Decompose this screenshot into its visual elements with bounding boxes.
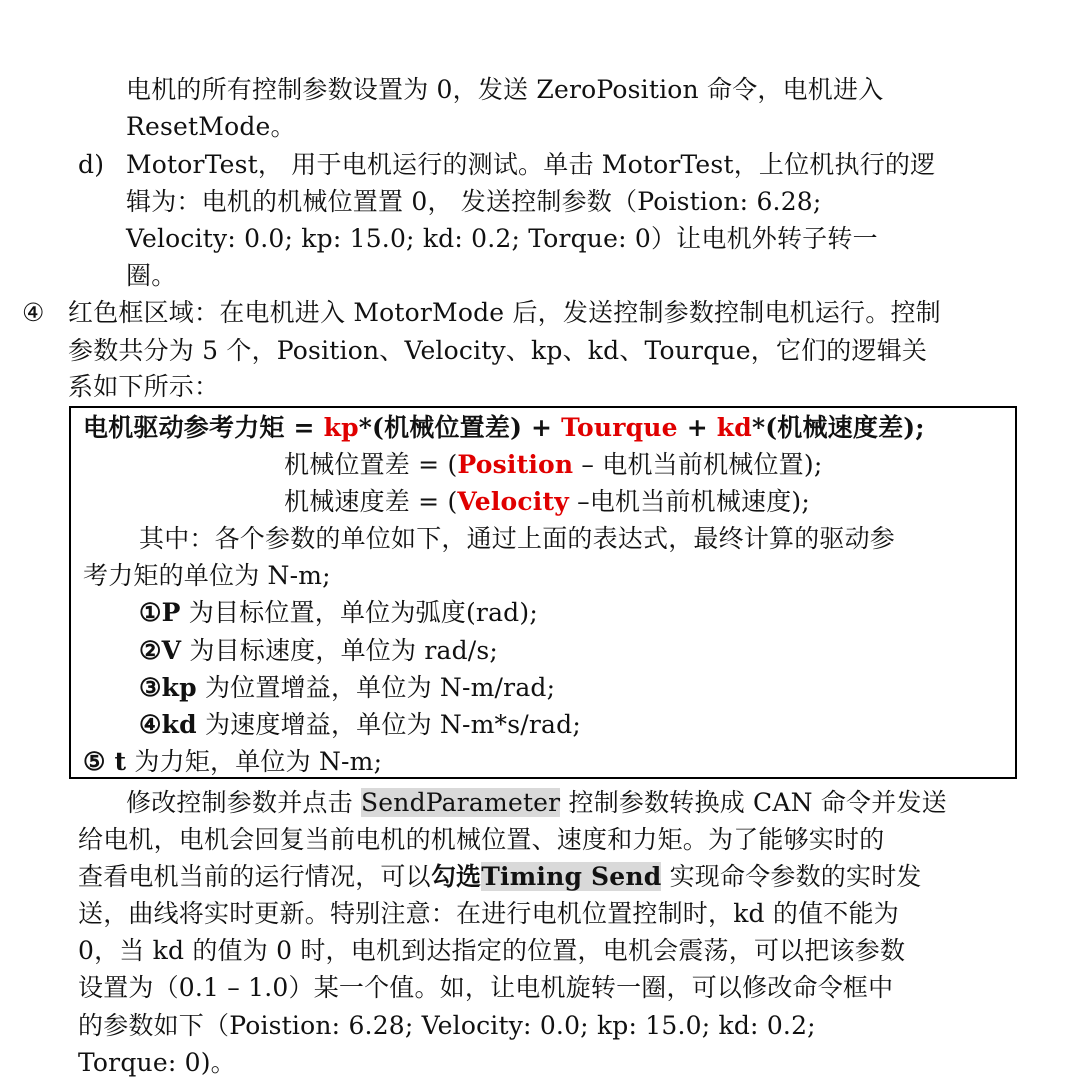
param-kd: kd (716, 413, 752, 442)
formula-text: + (677, 413, 717, 442)
unit-symbol: ①P (139, 598, 181, 627)
unit-symbol: ⑤ t (83, 747, 127, 776)
text-line: Torque: 0)。 (78, 1048, 236, 1077)
formula-text: *(机械位置差) + (358, 413, 562, 442)
text-segment: 实现命令参数的实时发 (661, 862, 922, 891)
text-segment: 控制参数转换成 CAN 命令并发送 (560, 788, 947, 817)
text-line: 给电机，电机会回复当前电机的机械位置、速度和力矩。为了能够实时的 (78, 825, 885, 854)
text-line: Velocity: 0.0; kp: 15.0; kd: 0.2; Torque: 0）让电机外转子转一 (126, 224, 878, 253)
text-line: 的参数如下（Poistion: 6.28; Velocity: 0.0; kp: 15.0; kd: 0.2; (78, 1011, 816, 1040)
unit-symbol: ③kp (139, 673, 197, 702)
formula-line (83, 409, 925, 446)
text-line: 系如下所示： (68, 372, 220, 401)
text-line: MotorTest， 用于电机运行的测试。单击 MotorTest，上位机执行的逻 (126, 150, 936, 179)
list-marker-d: d) (78, 150, 105, 179)
text-line: 0，当 kd 的值为 0 时，电机到达指定的位置，电机会震荡，可以把该参数 (78, 936, 906, 965)
text-line: 考力矩的单位为 N-m; (83, 561, 331, 590)
text-line: 其中：各个参数的单位如下，通过上面的表达式，最终计算的驱动参 (139, 524, 896, 553)
param-torque: Tourque (561, 413, 678, 442)
unit-item (139, 669, 555, 706)
formula-text: – 电机当前机械位置); (573, 450, 823, 479)
send-parameter-button-ref: SendParameter (360, 788, 561, 817)
unit-symbol: ④kd (139, 710, 197, 739)
circled-number-marker: ④ (22, 298, 45, 327)
formula-line (284, 446, 822, 483)
param-kp: kp (323, 413, 359, 442)
text-line: 红色框区域：在电机进入 MotorMode 后，发送控制参数控制电机运行。控制 (68, 298, 941, 327)
formula-text: 电机驱动参考力矩 = (83, 413, 324, 442)
unit-item (83, 743, 382, 780)
unit-item (139, 594, 538, 631)
text-line (78, 858, 922, 895)
unit-text: 为位置增益，单位为 N-m/rad; (196, 673, 556, 702)
unit-item (139, 632, 498, 669)
formula-text: *(机械速度差); (751, 413, 925, 442)
formula-text: 机械速度差 = ( (284, 487, 458, 516)
unit-text: 为目标位置，单位为弧度(rad); (180, 598, 538, 627)
text-line: 辑为：电机的机械位置置 0， 发送控制参数（Poistion: 6.28; (126, 187, 822, 216)
unit-text: 为速度增益，单位为 N-m*s/rad; (196, 710, 581, 739)
text-line: 送，曲线将实时更新。特别注意：在进行电机位置控制时，kd 的值不能为 (78, 899, 899, 928)
unit-text: 为力矩，单位为 N-m; (126, 747, 383, 776)
unit-symbol: ②V (139, 636, 182, 665)
text-segment: 查看电机当前的运行情况，可以 (78, 862, 431, 891)
emphasis-text: 勾选 (430, 862, 482, 891)
text-line: 设置为（0.1 – 1.0）某一个值。如，让电机旋转一圈，可以修改命令框中 (78, 973, 894, 1002)
text-line: ResetMode。 (126, 112, 296, 141)
param-velocity: Velocity (457, 487, 569, 516)
text-line (126, 784, 947, 821)
unit-item (139, 706, 581, 743)
formula-line (284, 483, 810, 520)
formula-text: –电机当前机械速度); (568, 487, 811, 516)
text-line: 圈。 (126, 261, 177, 290)
formula-text: 机械位置差 = ( (284, 450, 458, 479)
param-position: Position (457, 450, 574, 479)
timing-send-checkbox-ref: Timing Send (481, 862, 662, 891)
text-segment: 修改控制参数并点击 (126, 788, 361, 817)
unit-text: 为目标速度，单位为 rad/s; (181, 636, 499, 665)
text-line: 参数共分为 5 个，Position、Velocity、kp、kd、Tourque，它们的逻辑关 (68, 336, 928, 365)
text-line: 电机的所有控制参数设置为 0，发送 ZeroPosition 命令，电机进入 (126, 75, 884, 104)
